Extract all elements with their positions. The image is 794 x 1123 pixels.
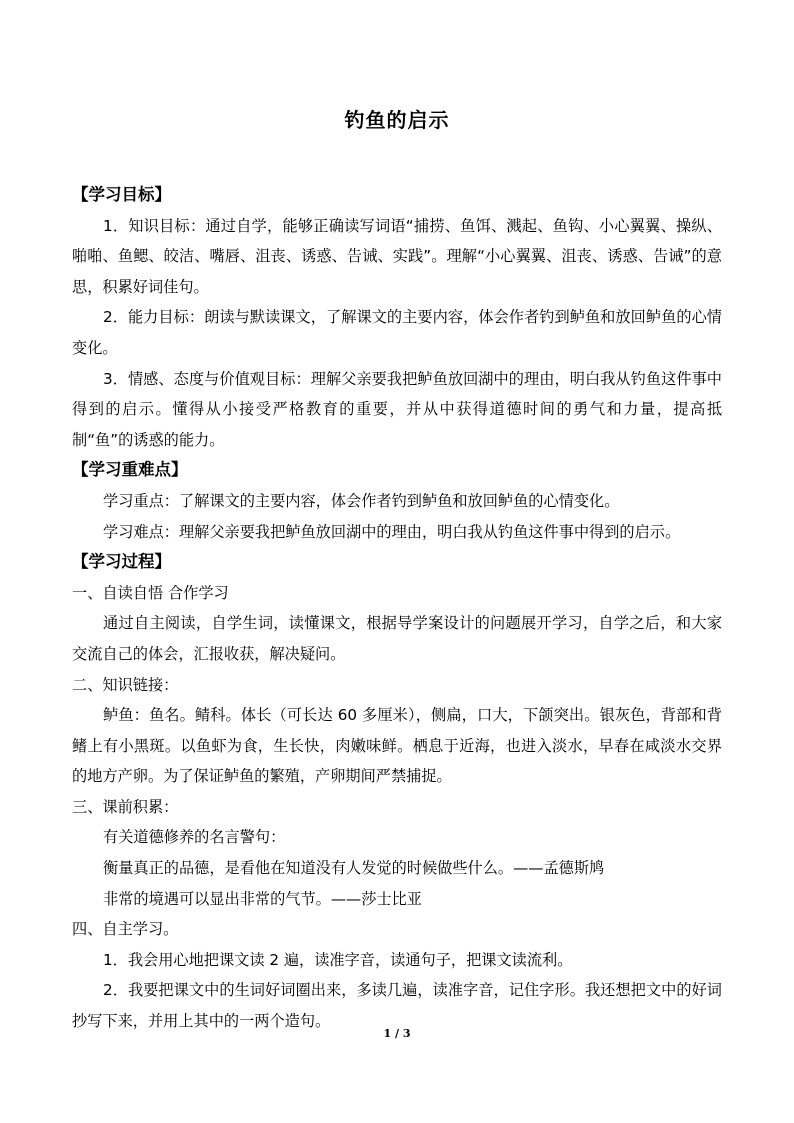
quote-montesquieu: 衡量真正的品德，是看他在知道没有人发觉的时候做些什么。——孟德斯鸠 bbox=[103, 859, 605, 878]
key-point: 学习重点：了解课文的主要内容，体会作者钓到鲈鱼和放回鲈鱼的心情变化。 bbox=[103, 491, 620, 510]
knowledge-link-paragraph: 鲈鱼：鱼名。鲭科。体长（可长达 60 多厘米），侧扁，口大，下颌突出。银灰色，背部和背鳍上有小黑斑。以鱼虾为食，生长快，肉嫩味鲜。栖息于近海，也进入淡水，早春在咸淡水交界的地方产卵。为了保证鲈鱼的繁殖，产卵期间严禁捕捉。 bbox=[72, 706, 722, 786]
page-number: 1 / 3 bbox=[383, 1027, 411, 1040]
section-heading-key-points: 【学习重难点】 bbox=[72, 460, 188, 480]
goal-emotion: 3．情感、态度与价值观目标：理解父亲要我把鲈鱼放回湖中的理由，明白我从钓鱼这件事中得到的启示。懂得从小接受严格教育的重要，并从中获得道德时间的勇气和力量，提高抵制“鱼”的诱惑的能力。 bbox=[72, 369, 722, 449]
independent-study-item-1: 1．我会用心地把课文读 2 遍，读准字音，读通句子，把课文读流利。 bbox=[103, 950, 573, 969]
goal-knowledge: 1．知识目标：通过自学，能够正确读写词语“捕捞、鱼饵、溅起、鱼钩、小心翼翼、操纵、啪啪、鱼鳃、皎洁、嘴唇、沮丧、诱惑、告诫、实践”。理解“小心翼翼、沮丧、诱惑、告诫”的意思，积累好词佳句。 bbox=[72, 216, 722, 296]
section-heading-goals: 【学习目标】 bbox=[72, 185, 171, 204]
difficult-point: 学习难点：理解父亲要我把鲈鱼放回湖中的理由，明白我从钓鱼这件事中得到的启示。 bbox=[103, 522, 681, 541]
subsection-title-independent-study: 四、自主学习。 bbox=[72, 920, 179, 939]
independent-study-item-2: 2．我要把课文中的生词好词圈出来，多读几遍，读准字音，记住字形。我还想把文中的好词抄写下来，并用上其中的一两个造句。 bbox=[72, 981, 722, 1031]
document-body bbox=[72, 180, 722, 1037]
goal-ability: 2．能力目标：朗读与默读课文，了解课文的主要内容，体会作者钓到鲈鱼和放回鲈鱼的心情变化。 bbox=[72, 308, 722, 357]
accumulation-intro: 有关道德修养的名言警句： bbox=[103, 828, 286, 847]
subsection-title-accumulation: 三、课前积累： bbox=[72, 797, 179, 816]
quote-shakespeare: 非常的境遇可以显出非常的气节。——莎士比亚 bbox=[103, 889, 422, 908]
section-heading-process: 【学习过程】 bbox=[72, 552, 171, 572]
self-study-paragraph: 通过自主阅读，自学生词，读懂课文，根据导学案设计的问题展开学习，自学之后，和大家交流自己的体会，汇报收获，解决疑问。 bbox=[72, 614, 722, 663]
subsection-title-self-study: 一、自读自悟 合作学习 bbox=[72, 583, 229, 602]
page-title: 钓鱼的启示 bbox=[344, 108, 450, 132]
subsection-title-knowledge-link: 二、知识链接： bbox=[72, 675, 179, 694]
